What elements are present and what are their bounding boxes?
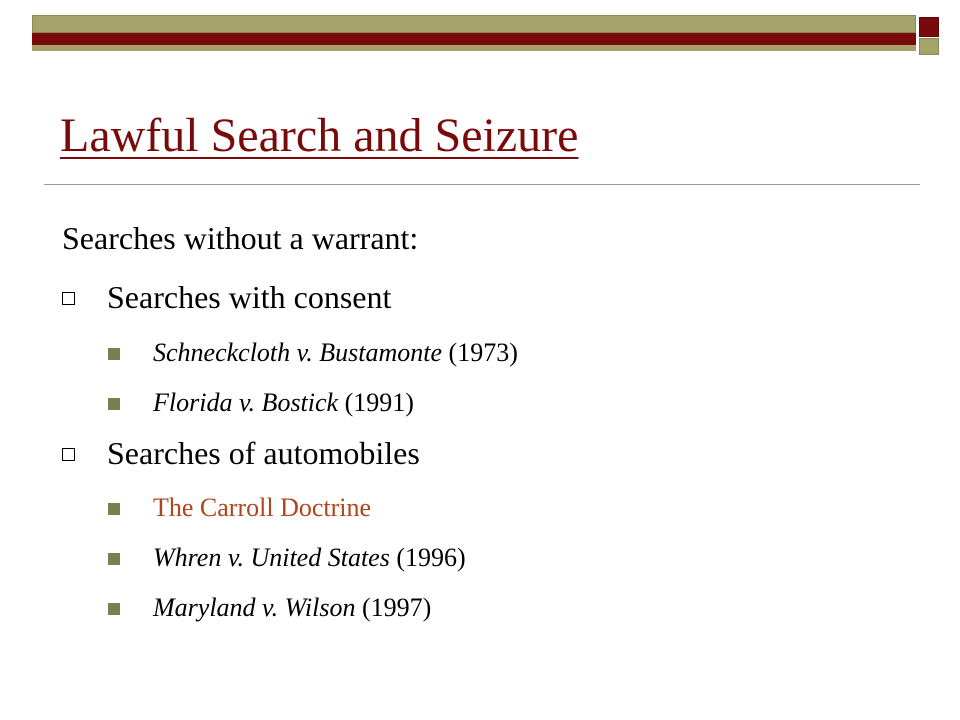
case-name: Whren v. United States xyxy=(153,543,390,572)
case-name: Maryland v. Wilson xyxy=(153,593,356,622)
case-year: (1996) xyxy=(396,543,466,572)
maroon-square xyxy=(919,17,939,37)
case-year: (1973) xyxy=(448,338,518,367)
case-year: (1991) xyxy=(344,388,414,417)
title-divider xyxy=(44,184,920,185)
maroon-bar xyxy=(32,33,916,45)
header-decoration xyxy=(0,0,960,60)
case-name: Florida v. Bostick xyxy=(153,388,339,417)
olive-bar xyxy=(32,15,916,33)
hollow-square-bullet-icon xyxy=(62,448,75,461)
olive-square xyxy=(919,38,939,55)
hollow-square-bullet-icon xyxy=(62,292,75,305)
intro-text: Searches without a warrant: xyxy=(62,220,419,256)
square-bullet-icon xyxy=(108,348,120,360)
square-bullet-icon xyxy=(108,503,120,515)
square-bullet-icon xyxy=(108,398,120,410)
olive-bar-thin xyxy=(32,45,916,51)
case-name: Schneckcloth v. Bustamonte xyxy=(153,338,443,367)
square-bullet-icon xyxy=(108,553,120,565)
doctrine-text: The Carroll Doctrine xyxy=(153,493,372,522)
square-bullet-icon xyxy=(108,603,120,615)
slide-title: Lawful Search and Seizure xyxy=(60,109,579,162)
case-year: (1997) xyxy=(361,593,432,622)
